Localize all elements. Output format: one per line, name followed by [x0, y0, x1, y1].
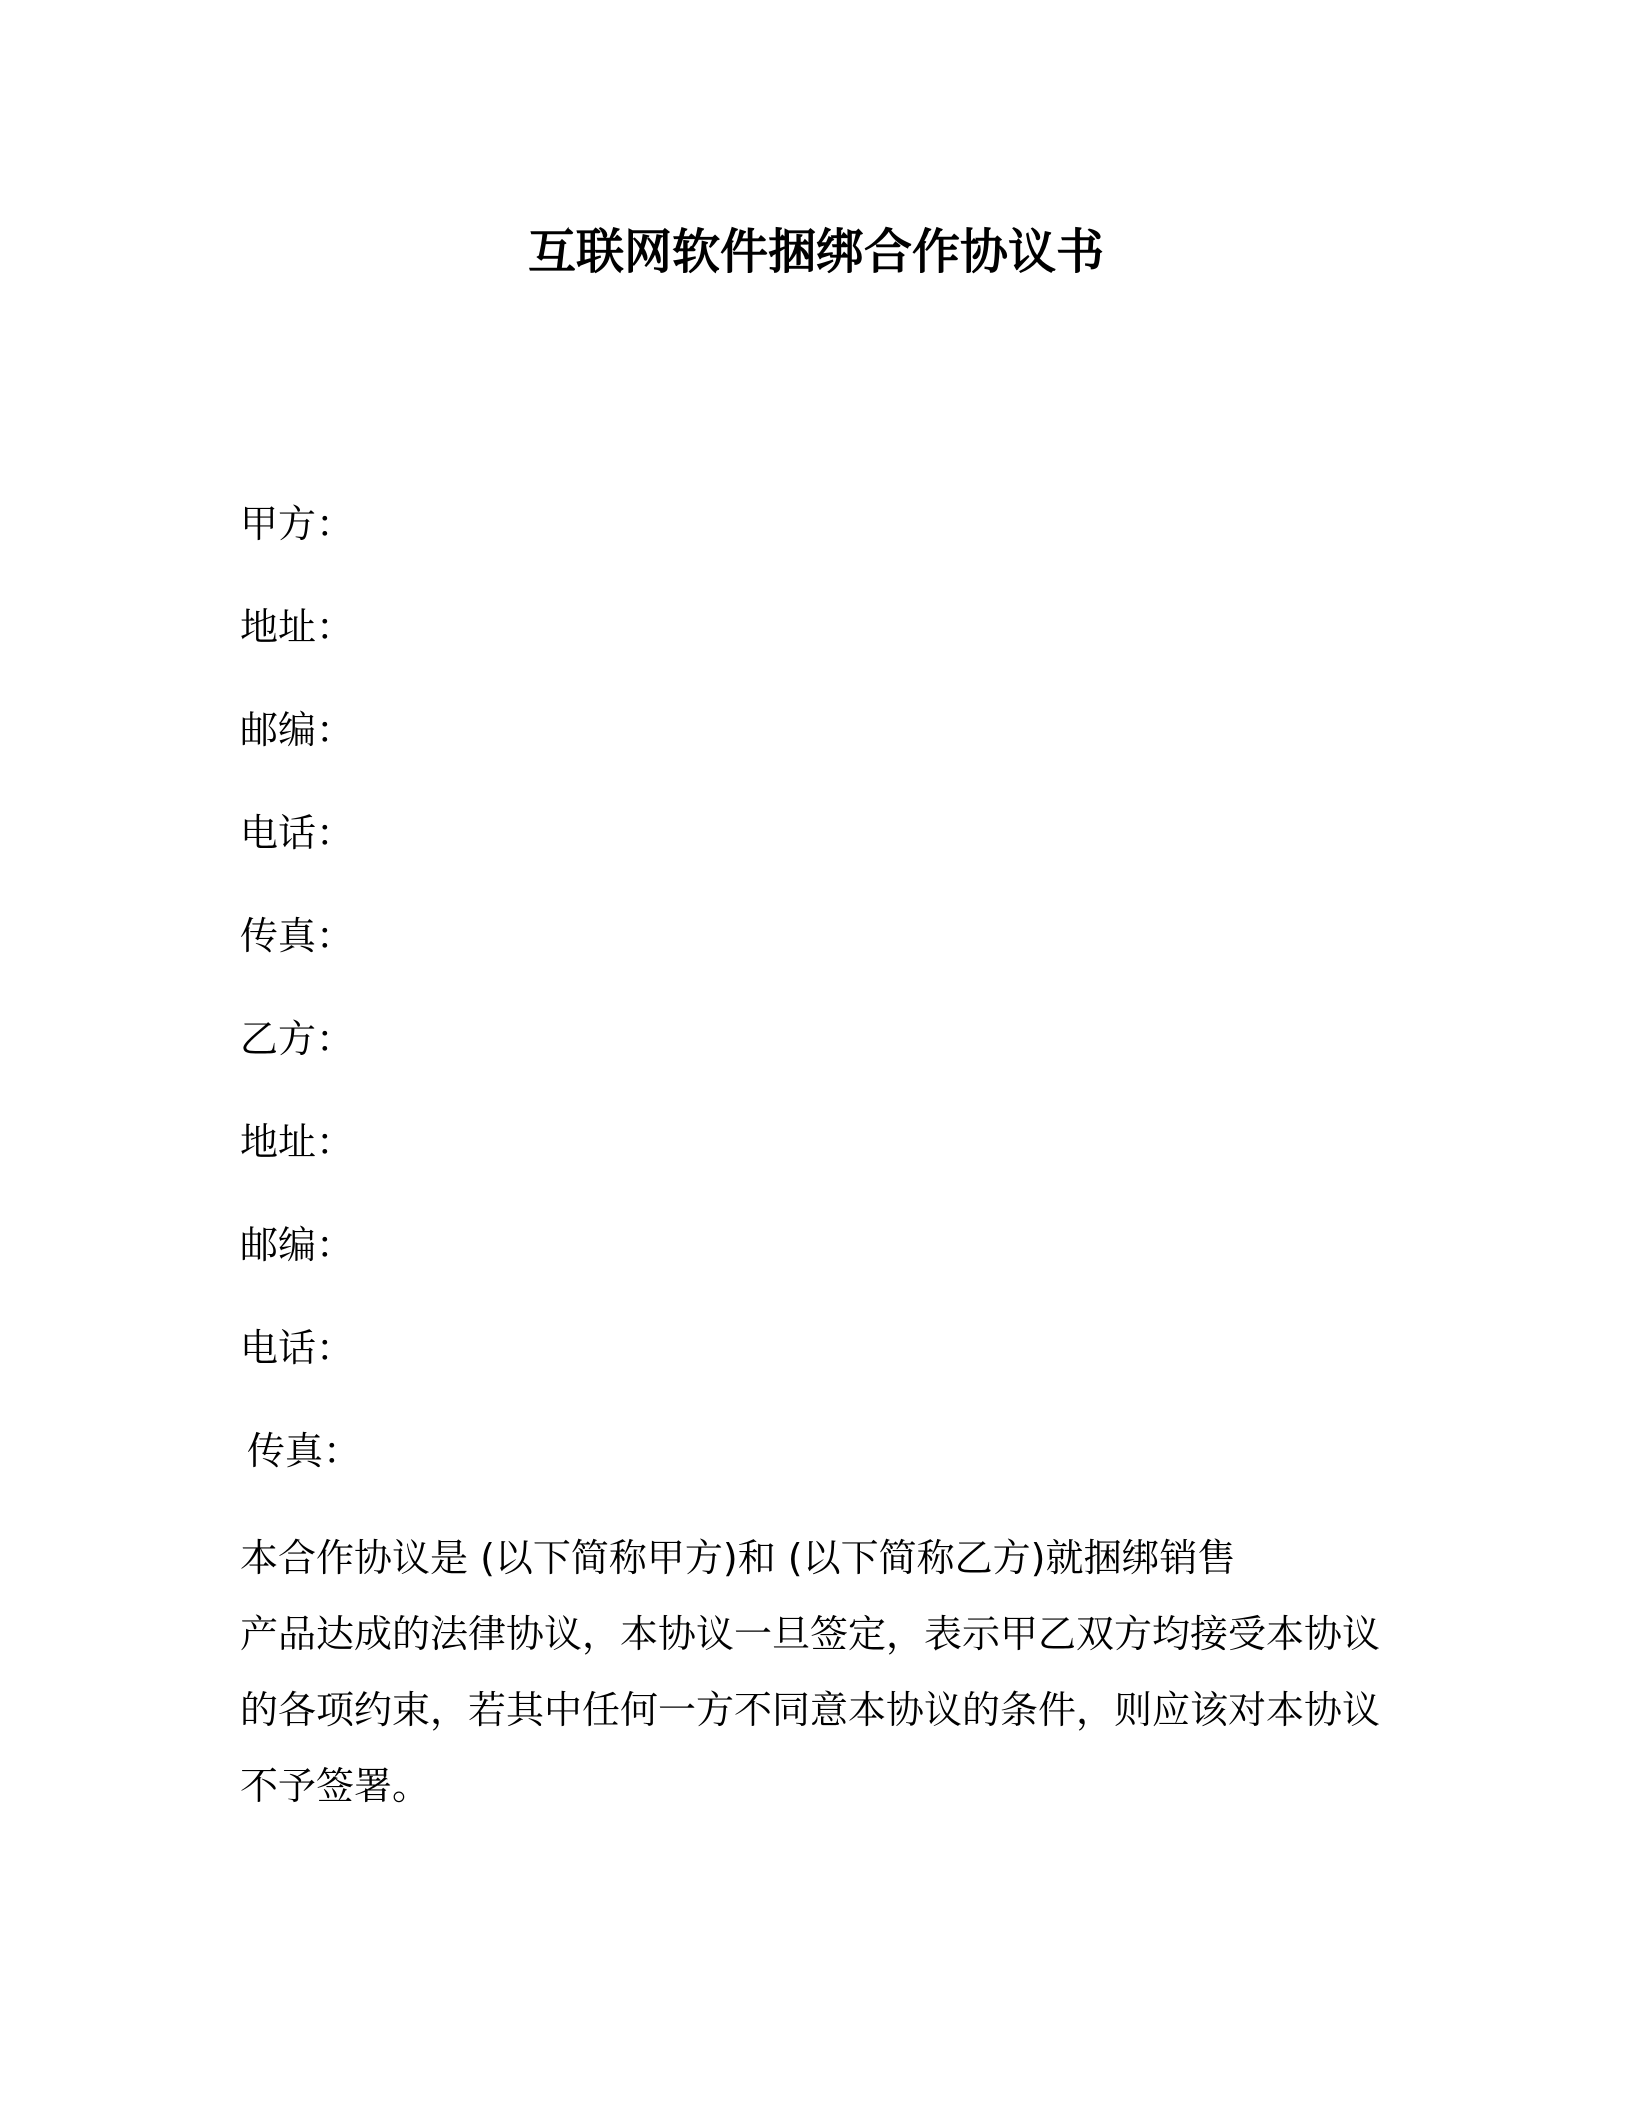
intro-line-1: 本合作协议是 (以下简称甲方)和 (以下简称乙方)就捆绑销售 [240, 1536, 1236, 1580]
party-b-label: 乙方： [240, 1017, 355, 1061]
party-a-phone-label: 电话： [240, 811, 355, 855]
intro-line-2: 产品达成的法律协议，本协议一旦签定，表示甲乙双方均接受本协议 [240, 1612, 1381, 1656]
party-a-postcode-label: 邮编： [240, 708, 355, 752]
party-b-postcode-label: 邮编： [240, 1223, 355, 1267]
party-a-fax-label: 传真： [240, 914, 355, 958]
intro-line-4: 不予签署。 [240, 1764, 431, 1808]
party-a-label: 甲方： [240, 502, 355, 546]
party-b-phone-label: 电话： [240, 1326, 355, 1370]
document-title: 互联网软件捆绑合作协议书 [527, 224, 1104, 280]
party-a-address-label: 地址： [240, 605, 355, 649]
party-b-address-label: 地址： [240, 1120, 355, 1164]
party-b-fax-label: 传真： [247, 1429, 362, 1473]
intro-line-3: 的各项约束，若其中任何一方不同意本协议的条件，则应该对本协议 [240, 1688, 1381, 1732]
